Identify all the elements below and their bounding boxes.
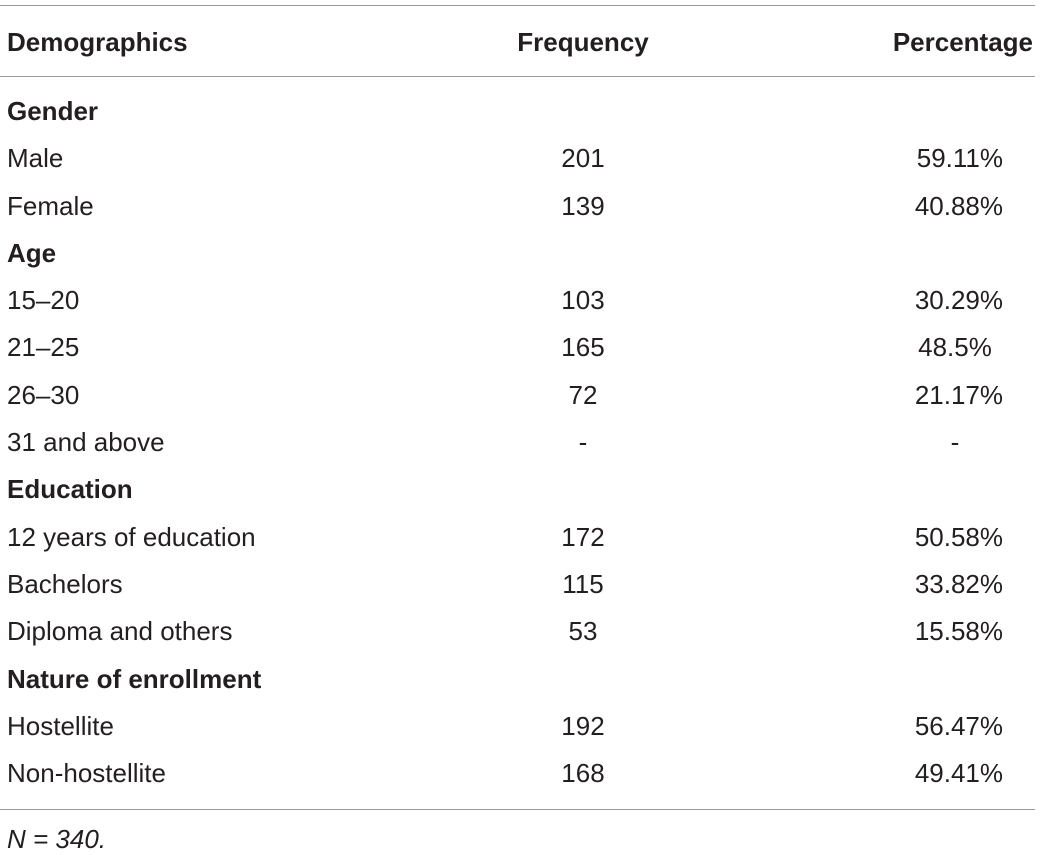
group-label: Age	[7, 237, 57, 268]
row-label: Female	[7, 190, 94, 221]
table-row	[0, 135, 1040, 182]
table-row	[0, 419, 1040, 466]
table-row	[0, 608, 1040, 655]
group-header-row	[0, 656, 1040, 703]
row-label: Bachelors	[7, 568, 123, 599]
table-body	[0, 88, 1040, 797]
row-label: Non-hostellite	[7, 758, 166, 789]
group-label: Education	[7, 474, 133, 505]
frequency-cell: 72	[568, 379, 598, 410]
frequency-cell: 168	[561, 758, 605, 789]
row-label: 15–20	[7, 285, 80, 316]
frequency-cell: 172	[561, 521, 605, 552]
row-label: 21–25	[7, 332, 80, 363]
frequency-cell: 192	[561, 710, 605, 741]
row-label: Hostellite	[7, 710, 114, 741]
row-label: 31 and above	[7, 427, 165, 458]
percentage-cell: 40.88%	[914, 190, 1003, 221]
percentage-cell: 48.5%	[918, 332, 992, 363]
table-row	[0, 561, 1040, 608]
table-header-row	[0, 5, 1040, 76]
table-row	[0, 703, 1040, 750]
frequency-cell: -	[578, 427, 588, 458]
percentage-cell: 15.58%	[914, 616, 1003, 647]
group-header-row	[0, 466, 1040, 513]
table-row	[0, 183, 1040, 230]
header-frequency: Frequency	[517, 27, 649, 57]
percentage-cell: 59.11%	[916, 143, 1003, 174]
frequency-cell: 201	[561, 143, 605, 174]
frequency-cell: 139	[561, 190, 605, 221]
header-percentage: Percentage	[892, 27, 1033, 57]
row-label: 12 years of education	[7, 521, 256, 552]
group-label: Nature of enrollment	[7, 663, 262, 694]
percentage-cell: 30.29%	[914, 285, 1003, 316]
table-row	[0, 372, 1040, 419]
percentage-cell: 56.47%	[914, 710, 1003, 741]
percentage-cell: 50.58%	[914, 521, 1003, 552]
group-header-row	[0, 230, 1040, 277]
table-row	[0, 324, 1040, 371]
percentage-cell: 33.82%	[914, 568, 1003, 599]
table-row	[0, 277, 1040, 324]
percentage-cell: 21.17%	[914, 379, 1003, 410]
table-footnote: N = 340.	[7, 824, 107, 854]
table-row	[0, 514, 1040, 561]
frequency-cell: 53	[568, 616, 598, 647]
header-demographics: Demographics	[7, 27, 188, 57]
header-rule	[0, 76, 1035, 77]
table-row	[0, 750, 1040, 797]
group-header-row	[0, 88, 1040, 135]
bottom-rule	[0, 809, 1035, 810]
row-label: 26–30	[7, 379, 80, 410]
row-label: Male	[7, 143, 64, 174]
row-label: Diploma and others	[7, 616, 233, 647]
percentage-cell: 49.41%	[914, 758, 1003, 789]
frequency-cell: 115	[562, 568, 604, 599]
frequency-cell: 165	[561, 332, 605, 363]
percentage-cell: -	[950, 427, 960, 458]
group-label: Gender	[7, 96, 99, 126]
frequency-cell: 103	[561, 285, 605, 316]
